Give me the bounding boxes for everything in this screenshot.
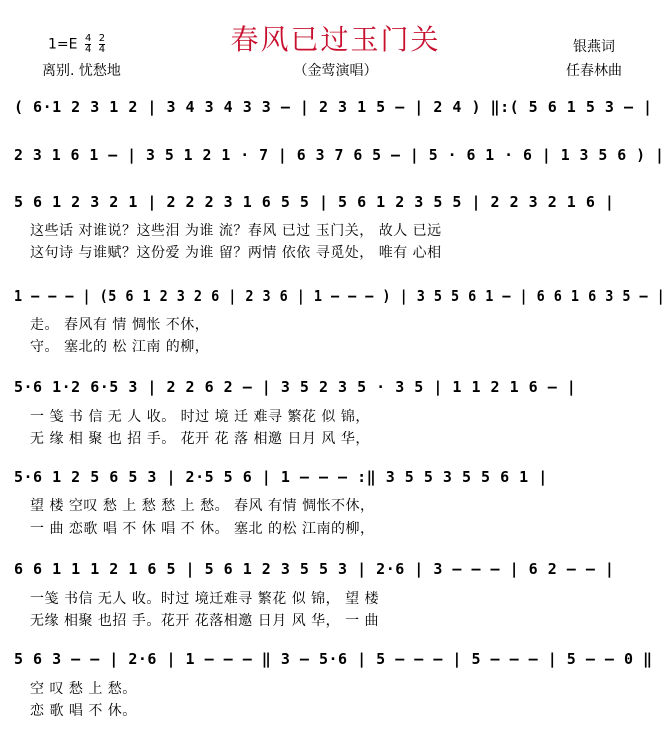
score-row-5-notes: 5·6 1·2 6·5 3 | 2 2 6 2 – | 3 5 2 3 5 · 3 5 | 1 1 2 1 6 – | xyxy=(14,378,577,396)
time-signature-a: $\frac{4}{4}$ xyxy=(84,33,92,55)
performer-credit: （金莺演唱） xyxy=(293,63,378,79)
key-label: 1=E xyxy=(48,36,78,53)
score-row-5-lyric-verse-2: 无 缘 相 聚 也 招 手。 花开 花 落 相邀 日月 风 华， xyxy=(30,431,370,447)
time-signature-b: $\frac{2}{4}$ xyxy=(98,33,106,55)
score-row-7-lyric-verse-1: 一笺 书信 无人 收。时过 境迁难寻 繁花 似 锦， 望 楼 xyxy=(30,591,380,607)
key-signature xyxy=(48,34,105,55)
score-row-5-lyric-verse-1: 一 笺 书 信 无 人 收。 时过 境 迁 难寻 繁花 似 锦， xyxy=(30,409,370,425)
score-row-4-lyric-verse-2: 守。 塞北的 松 江南 的柳， xyxy=(30,339,210,355)
score-row-1-notes: ( 6·1 2 3 1 2 | 3 4 3 4 3 3 – | 2 3 1 5 – | 2 4 ) ‖:( 5 6 1 5 3 – | xyxy=(14,98,653,116)
lyricist-credit: 银燕词 xyxy=(573,39,615,55)
score-row-4-notes: 1 – – – | (5 6 1 2 3 2 6 | 2 3 6 | 1 – – – ) | 3 5 5 6 1 – | 6 6 1 6 3 5 – | xyxy=(14,287,666,305)
score-row-3-notes: 5 6 1 2 3 2 1 | 2 2 2 3 1 6 5 5 | 5 6 1 2 3 5 5 | 2 2 3 2 1 6 | xyxy=(14,193,615,211)
score-row-4-lyric-verse-1: 走。 春风有 情 惆怅 不休， xyxy=(30,317,210,333)
score-row-6-notes: 5·6 1 2 5 6 5 3 | 2·5 5 6 | 1 – – – :‖ 3 5 5 3 5 5 6 1 | xyxy=(14,468,548,486)
score-row-8-notes: 5 6 3 – – | 2·6 | 1 – – – ‖ 3 – 5·6 | 5 – – – | 5 – – – | 5 – – 0 ‖ xyxy=(14,650,653,668)
score-row-6-lyric-verse-2: 一 曲 恋歌 唱 不 休 唱 不 休。 塞北 的松 江南的柳， xyxy=(30,521,375,537)
score-row-3-lyric-verse-1: 这些话 对谁说？这些泪 为谁 流？春风 已过 玉门关， 故人 已远 xyxy=(30,223,442,239)
score-row-8-lyric-verse-2: 恋 歌 唱 不 休。 xyxy=(30,703,137,719)
score-row-8-lyric-verse-1: 空 叹 愁 上 愁。 xyxy=(30,681,137,697)
score-row-6-lyric-verse-1: 望 楼 空叹 愁 上 愁 愁 上 愁。 春风 有情 惆怅不休， xyxy=(30,498,375,514)
song-title: 春风已过玉门关 xyxy=(230,23,441,56)
tempo-mood: 离别. 忧愁地 xyxy=(42,63,121,79)
score-row-7-notes: 6 6 1 1 1 2 1 6 5 | 5 6 1 2 3 5 5 3 | 2·6 | 3 – – – | 6 2 – – | xyxy=(14,560,615,578)
score-row-2-notes: 2 3 1 6 1 – | 3 5 1 2 1 · 7 | 6 3 7 6 5 – | 5 · 6 1 · 6 | 1 3 5 6 ) | xyxy=(14,146,665,164)
composer-credit: 任春林曲 xyxy=(566,63,622,79)
score-row-3-lyric-verse-2: 这句诗 与谁赋？这份爱 为谁 留？两情 依依 寻觅处， 唯有 心相 xyxy=(30,245,442,261)
score-row-7-lyric-verse-2: 无缘 相聚 也招 手。花开 花落相邀 日月 风 华， 一 曲 xyxy=(30,613,380,629)
